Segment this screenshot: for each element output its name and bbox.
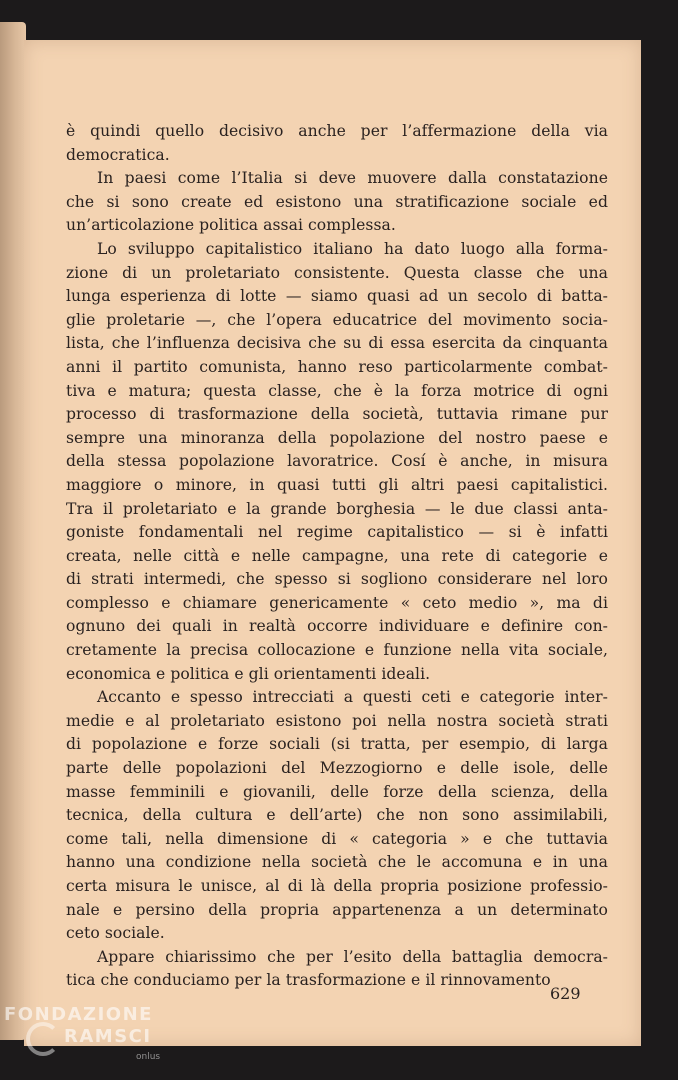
facing-page-edge <box>0 22 26 1040</box>
watermark-logo <box>4 1004 204 1080</box>
paragraph <box>66 686 608 946</box>
book-page <box>24 40 641 1046</box>
text-line: tiva e matura; questa classe, che è la forza motrice di ogni <box>66 381 608 400</box>
text-line: come tali, nella dimensione di « categoria » e che tuttavia <box>66 829 608 848</box>
text-line: processo di trasformazione della società, tuttavia rimane pur <box>66 405 608 424</box>
body-text <box>66 120 608 993</box>
text-line: tica che conduciamo per la trasformazione e il rinnovamento <box>66 971 551 990</box>
text-line: che si sono create ed esistono una stratificazione sociale ed <box>66 192 608 211</box>
watermark-onlus: onlus <box>136 1052 161 1062</box>
text-line: certa misura le unisce, al di là della propria posizione professio- <box>66 877 608 895</box>
text-line: zione di un proletariato consistente. Questa classe che una <box>66 263 608 282</box>
text-line: cretamente la precisa collocazione e funzione nella vita sociale, <box>66 641 608 660</box>
text-line: glie proletarie —, che l’opera educatrice del movimento socia- <box>66 310 608 329</box>
text-line: Accanto e spesso intrecciati a questi ceti e categorie inter- <box>97 688 608 707</box>
text-line: lista, che l’influenza decisiva che su di essa esercita da cinquanta <box>66 334 608 353</box>
page-number: 629 <box>550 984 581 1003</box>
text-line: creata, nelle città e nelle campagne, una rete di categorie e <box>66 546 608 565</box>
text-line: economica e politica e gli orientamenti ideali. <box>66 664 431 683</box>
text-line: di strati intermedi, che spesso si sogliono considerare nel loro <box>66 570 608 589</box>
text-line: un’articolazione politica assai complessa. <box>66 216 396 235</box>
watermark-subtitle: RAMSCI <box>64 1026 152 1047</box>
text-line: è quindi quello decisivo anche per l’affermazione della via <box>66 122 608 140</box>
text-line: hanno una condizione nella società che le accomuna e in una <box>66 853 608 872</box>
text-line: Appare chiarissimo che per l’esito della battaglia democra- <box>97 947 608 966</box>
paragraph <box>66 238 608 686</box>
paragraph <box>66 120 608 167</box>
text-line: anni il partito comunista, hanno reso particolarmente combat- <box>66 357 608 376</box>
text-line: della stessa popolazione lavoratrice. Cosí è anche, in misura <box>66 452 608 471</box>
text-line: di popolazione e forze sociali (si tratta, per esempio, di larga <box>66 735 608 754</box>
paragraph <box>66 946 608 993</box>
text-line: parte delle popolazioni del Mezzogiorno e delle isole, delle <box>66 759 608 778</box>
text-line: democratica. <box>66 145 170 164</box>
paragraph <box>66 167 608 238</box>
text-line: masse femminili e giovanili, delle forze della scienza, della <box>66 782 608 801</box>
text-line: ognuno dei quali in realtà occorre individuare e definire con- <box>66 617 608 636</box>
watermark-g-icon <box>26 1022 60 1056</box>
text-line: sempre una minoranza della popolazione del nostro paese e <box>66 428 608 447</box>
text-line: Tra il proletariato e la grande borghesia — le due classi anta- <box>66 499 608 518</box>
text-line: nale e persino della propria appartenenza a un determinato <box>66 900 608 919</box>
text-line: complesso e chiamare genericamente « ceto medio », ma di <box>66 593 608 612</box>
text-line: tecnica, della cultura e dell’arte) che non sono assimilabili, <box>66 806 608 825</box>
watermark-title: FONDAZIONE <box>4 1004 153 1025</box>
text-line: medie e al proletariato esistono poi nella nostra società strati <box>66 711 608 730</box>
text-line: maggiore o minore, in quasi tutti gli altri paesi capitalistici. <box>66 475 608 494</box>
text-line: goniste fondamentali nel regime capitalistico — si è infatti <box>66 523 608 542</box>
text-line: ceto sociale. <box>66 924 165 943</box>
text-line: lunga esperienza di lotte — siamo quasi ad un secolo di batta- <box>66 287 608 306</box>
text-line: In paesi come l’Italia si deve muovere dalla constatazione <box>97 169 608 188</box>
text-line: Lo sviluppo capitalistico italiano ha dato luogo alla forma- <box>97 239 608 258</box>
